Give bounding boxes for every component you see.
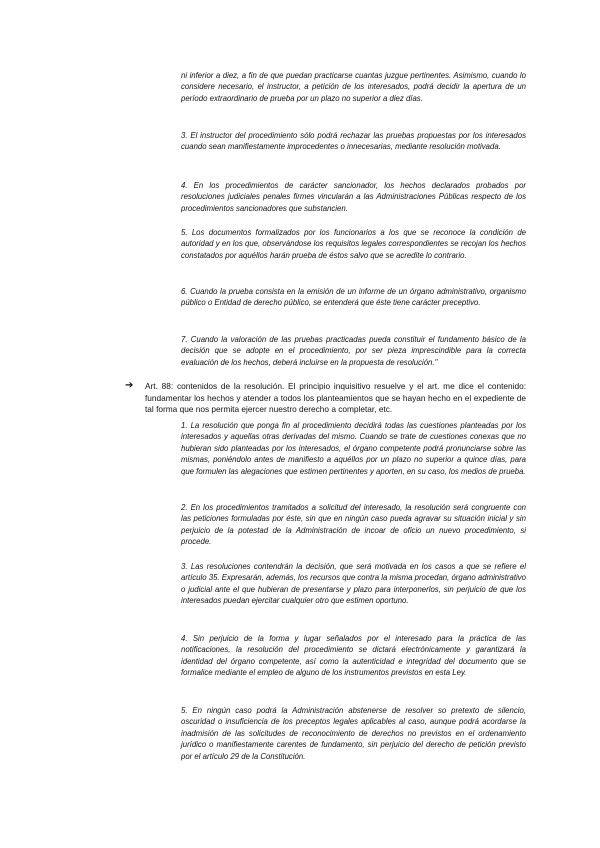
article-88-paragraph-1: 1. La resolución que ponga fin al procedimiento decidirá todas las cuestiones planteadas por los interesados y aquellas otras derivadas del mismo. Cuando se trate de cuestiones conexas que no hubieran sido planteadas por los interesados, el órgano competente podrá pronunciarse sobre las mismas, poniéndolo antes de manifiesto a aquéllos por un plazo no superior a quince días, para que formulen las alegaciones que estimen pertinentes y aporten, en su caso, los medios de prueba. [181,421,526,476]
quote-paragraph-5: 5. Los documentos formalizados por los funcionarios a los que se reconoce la condición de autoridad y en los que, observándose los requisitos legales correspondientes se recojan los hechos constatados por aquéllos harán prueba de éstos salvo que se acredite lo contrario. [181,228,526,260]
article-88-paragraph-3: 3. Las resoluciones contendrán la decisión, que será motivada en los casos a que se refiere el artículo 35. Expresarán, además, los recursos que contra la misma procedan, órgano administrativo o judicial ante el que hubieran de presentarse y plazo para interponerlos, sin perjuicio de que los interesados puedan ejercitar cualquier otro que estimen oportuno. [181,562,526,606]
quote-paragraph-3: 3. El instructor del procedimiento sólo podrá rechazar las pruebas propuestas por los interesados cuando sean manifiestamente improcedentes o innecesarias, mediante resolución motivada. [181,131,526,152]
article-88-paragraph-5: 5. En ningún caso podrá la Administración abstenerse de resolver so pretexto de silencio, oscuridad o insuficiencia de los preceptos legales aplicables al caso, aunque podrá acordarse la inadmisión de las solicitudes de reconocimiento de derechos no previstos en el ordenamiento jurídico o manifiestamente carentes de fundamento, sin perjuicio del derecho de petición previsto por el artículo 29 de la Constitución. [181,706,526,761]
quote-paragraph-6: 6. Cuando la prueba consista en la emisión de un informe de un órgano administrativo, organismo público o Entidad de derecho público, se entenderá que éste tiene carácter preceptivo. [181,287,526,308]
quote-paragraph-7: 7. Cuando la valoración de las pruebas practicadas pueda constituir el fundamento básico de la decisión que se adopte en el procedimiento, por ser pieza imprescindible para la correcta evaluación de los hechos, deberá incluirse en la propuesta de resolución." [181,335,526,367]
arrow-bullet-icon: ➔ [125,380,134,391]
article-88-summary: Art. 88: contenidos de la resolución. El principio inquisitivo resuelve y el art. me dice el contenido: fundamentar los hechos y atender a todos los planteamientos que se hayan hecho en el expediente de tal forma que nos permita ejercer nuestro derecho a completar, etc. [145,381,526,415]
quote-paragraph-4: 4. En los procedimientos de carácter sancionador, los hechos declarados probados por resoluciones judiciales penales firmes vincularán a las Administraciones Públicas respecto de los procedimientos sancionadores que substancien. [181,181,526,213]
quote-paragraph-1: ni inferior a diez, a fin de que puedan practicarse cuantas juzgue pertinentes. Asimismo, cuando lo considere necesario, el instructor, a petición de los interesados, podrá decidir la apertura de un período extraordinario de prueba por un plazo no superior a diez días. [181,71,526,103]
article-88-paragraph-4: 4. Sin perjuicio de la forma y lugar señalados por el interesado para la práctica de las notificaciones, la resolución del procedimiento se dictará electrónicamente y garantizará la identidad del órgano competente, así como la autenticidad e integridad del documento que se formalice mediante el empleo de alguno de los instrumentos previstos en esta Ley. [181,634,526,678]
article-88-paragraph-2: 2. En los procedimientos tramitados a solicitud del interesado, la resolución será congruente con las peticiones formuladas por éste, sin que en ningún caso pueda agravar su situación inicial y sin perjuicio de la potestad de la Administración de incoar de oficio un nuevo procedimiento, si procede. [181,503,526,547]
